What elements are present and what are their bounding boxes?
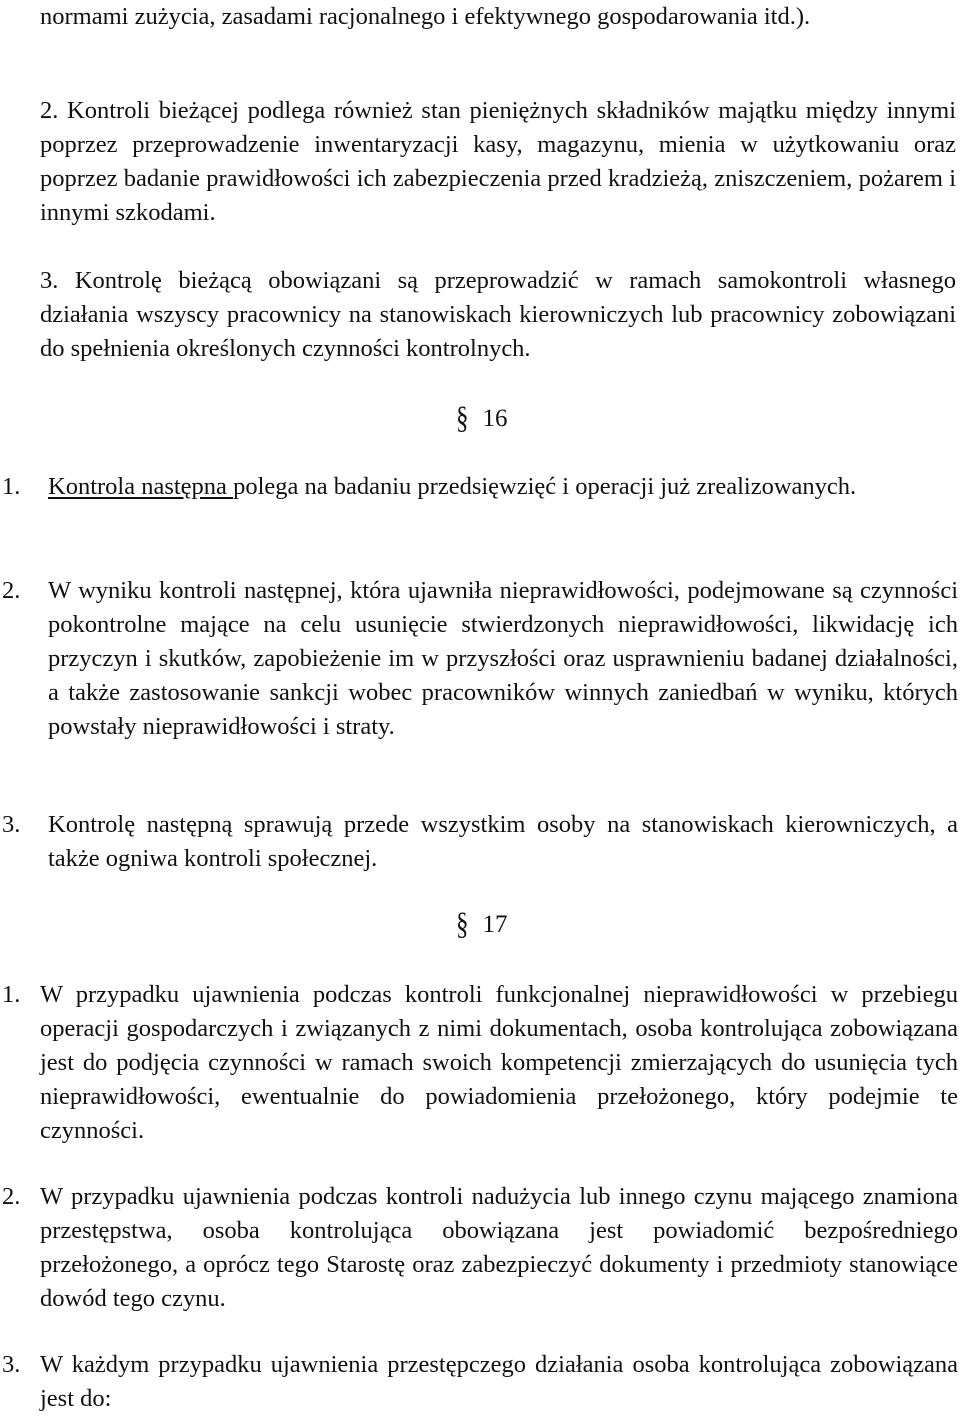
item-number: 2. <box>40 97 59 124</box>
item-number: 3. <box>2 811 21 838</box>
s16-item-2 <box>0 574 958 744</box>
s15-item-3 <box>40 264 956 366</box>
s16-item-1 <box>0 470 958 504</box>
s15-item-2 <box>40 94 956 230</box>
s16-item-3 <box>0 808 958 876</box>
underlined-term: Kontrola następna <box>48 473 234 500</box>
intro-text: normami zużycia, zasadami racjonalnego i efektywnego gospodarowania itd.). <box>40 3 811 30</box>
item-number: 3. <box>2 1351 21 1378</box>
item-text: W wyniku kontroli następnej, która ujawniła nieprawidłowości, podejmowane są czynności pokontrolne mające na celu usunięcie stwierdzonych nieprawidłowości, likwidację ich przyczyn i skutków, zapobieżenie im w przyszłości oraz usprawnieniu badanej działalności, a także zastosowanie sankcji wobec pracowników winnych zaniedbań w wyniku, których powstały nieprawidłowości i straty. <box>48 577 958 740</box>
item-text: W przypadku ujawnienia podczas kontroli funkcjonalnej nieprawidłowości w przebiegu operacji gospodarczych i związanych z nimi dokumentach, osoba kontrolująca zobowiązana jest do podjęcia czynności w ramach swoich kompetencji zmierzających do usunięcia tych nieprawidłowości, ewentualnie do powiadomienia przełożonego, który podejmie te czynności. <box>40 981 958 1144</box>
s17-item-3 <box>0 1348 958 1416</box>
section-heading-17 <box>456 908 508 942</box>
item-number: 2. <box>2 1183 21 1210</box>
item-number: 1. <box>2 981 21 1008</box>
s17-item-2 <box>0 1180 958 1316</box>
section-mark: § <box>456 907 469 942</box>
item-text: W każdym przypadku ujawnienia przestępczego działania osoba kontrolująca zobowiązana jest do: <box>40 1351 958 1412</box>
section-number: 17 <box>482 911 508 938</box>
item-text: Kontrolę następną sprawują przede wszystkim osoby na stanowiskach kierowniczych, a także ogniwa kontroli społecznej. <box>48 811 958 872</box>
item-number: 2. <box>2 577 21 604</box>
item-text: W przypadku ujawnienia podczas kontroli nadużycia lub innego czynu mającego znamiona przestępstwa, osoba kontrolująca obowiązana jest powiadomić bezpośredniego przełożonego, a oprócz tego Starostę oraz zabezpieczyć dokumenty i przedmioty stanowiące dowód tego czynu. <box>40 1183 958 1312</box>
item-text-rest: polega na badaniu przedsięwzięć i operacji już zrealizowanych. <box>233 473 857 500</box>
intro-paragraph <box>40 0 956 34</box>
item-text <box>48 470 958 504</box>
section-mark: § <box>456 401 469 436</box>
section-number: 16 <box>482 405 508 432</box>
item-text: Kontrolę bieżącą obowiązani są przeprowadzić w ramach samokontroli własnego działania wszyscy pracownicy na stanowiskach kierowniczych lub pracownicy zobowiązani do spełnienia określonych czynności kontrolnych. <box>40 267 957 362</box>
item-number: 1. <box>2 473 21 500</box>
s17-item-1 <box>0 978 958 1148</box>
item-number: 3. <box>40 267 59 294</box>
item-text: Kontroli bieżącej podlega również stan pieniężnych składników majątku między innymi poprzez przeprowadzenie inwentaryzacji kasy, magazynu, mienia w użytkowaniu oraz poprzez badanie prawidłowości ich zabezpieczenia przed kradzieżą, zniszczeniem, pożarem i innymi szkodami. <box>40 97 957 226</box>
section-heading-16 <box>456 402 508 436</box>
